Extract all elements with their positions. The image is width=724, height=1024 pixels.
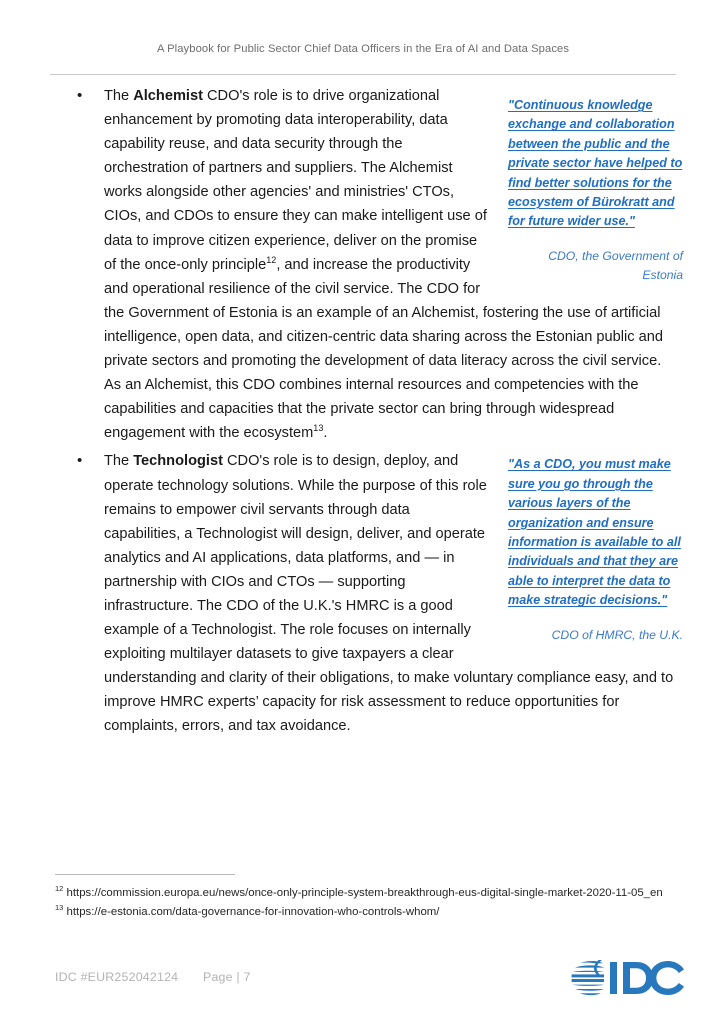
- page-content: [50, 84, 683, 743]
- bullet-text-part-3: .: [323, 425, 328, 442]
- role-name-technologist: Technologist: [133, 453, 223, 470]
- bullet-text-lead: The: [104, 88, 134, 104]
- bullet-text-part-1: CDO's role is to drive organizational enhancement by promoting data interoperability, data capability reuse, and data security through the orchestration of partners and suppliers. The Alchemist works alongside other agencies' and ministries' CTOs, CIOs, and CDOs to ensure they can make intelligent use of data to improve citizen experience, deliver on the promise of the once-only principle: [104, 88, 487, 273]
- pullquote-text: "Continuous knowledge exchange and collaboration between the public and the private sector have helped to find better solutions for the ecosystem of Bürokratt and for future wider use.": [508, 98, 683, 229]
- page-footer: [0, 954, 724, 1024]
- bullet-text-part-2: , and increase the productivity and operational resilience of the civil service. The CDO for the Government of Estonia is an example of an Alchemist, fostering the use of artificial intelligence, open data, and citizen-centric data sharing across the Estonian public and private sectors and promoting the development of data literacy across the civil service. As an Alchemist, this CDO combines internal resources and competencies with the capabilities and capacities that the private sector can bring through widespread engagement with the ecosystem: [104, 256, 663, 442]
- pullquote-hmrc: [508, 455, 683, 645]
- globe-icon: [572, 960, 604, 995]
- footnote-13: [55, 904, 680, 922]
- bullet-text-lead: The: [104, 453, 134, 470]
- bullet-text-part-1: CDO's role is to design, deploy, and operate technology solutions. While the purpose of this role remains to empower civil servants through data capabilities, a Technologist will design, deliver, and operate analytics and AI applications, data platforms, and — in partnership with CIOs and CTOs — supporting infrastructure. The CDO of the U.K.'s HMRC is a good example of a Technologist. The role focuses on internally exploiting multilayer datasets to give taxpayers a clear understanding and clarity of their obligations, to make voluntary compliance easy, and to improve HMRC experts’ capacity for risk assessment to reduce opportunities for complaints, errors, and tax avoidance.: [104, 453, 674, 735]
- bullet-item-technologist: [50, 449, 683, 738]
- bullet-marker: •: [77, 452, 83, 470]
- header-divider: [50, 74, 676, 75]
- idc-logo-graphic: [568, 958, 686, 998]
- pullquote-estonia: [508, 96, 683, 286]
- document-id: IDC #EUR252042124: [55, 970, 179, 984]
- footnote-ref-13: 13: [313, 423, 324, 434]
- footnote-list: [55, 885, 680, 922]
- pullquote-attribution: CDO of HMRC, the U.K.: [551, 627, 683, 642]
- pullquote-text: "As a CDO, you must make sure you go through the various layers of the organization and ensure information is available to all individuals and that they are able to interpret the data to make strategic decisions.": [508, 457, 681, 608]
- pullquote-attribution: CDO, the Government of Estonia: [548, 248, 683, 283]
- bullet-marker: •: [77, 87, 83, 104]
- footnote-number: 13: [55, 902, 64, 912]
- running-header: A Playbook for Public Sector Chief Data Officers in the Era of AI and Data Spaces: [156, 43, 570, 55]
- footnote-12: [55, 885, 680, 903]
- footnote-url: https://e-estonia.com/data-governance-for-innovation-who-controls-whom/: [63, 905, 440, 918]
- footnote-ref-12: 12: [266, 254, 277, 265]
- idc-logo: [568, 958, 686, 998]
- footnote-divider: [55, 874, 235, 875]
- footnote-number: 12: [55, 884, 64, 894]
- footnote-url: https://commission.europa.eu/news/once-only-principle-system-breakthrough-eus-digital-single-market-2020-11-05_en: [63, 887, 663, 899]
- page-number: Page | 7: [203, 970, 251, 984]
- idc-wordmark: [610, 961, 684, 995]
- role-bullet-list: [50, 84, 683, 739]
- bullet-item-alchemist: [50, 84, 683, 445]
- role-name-alchemist: Alchemist: [133, 88, 203, 104]
